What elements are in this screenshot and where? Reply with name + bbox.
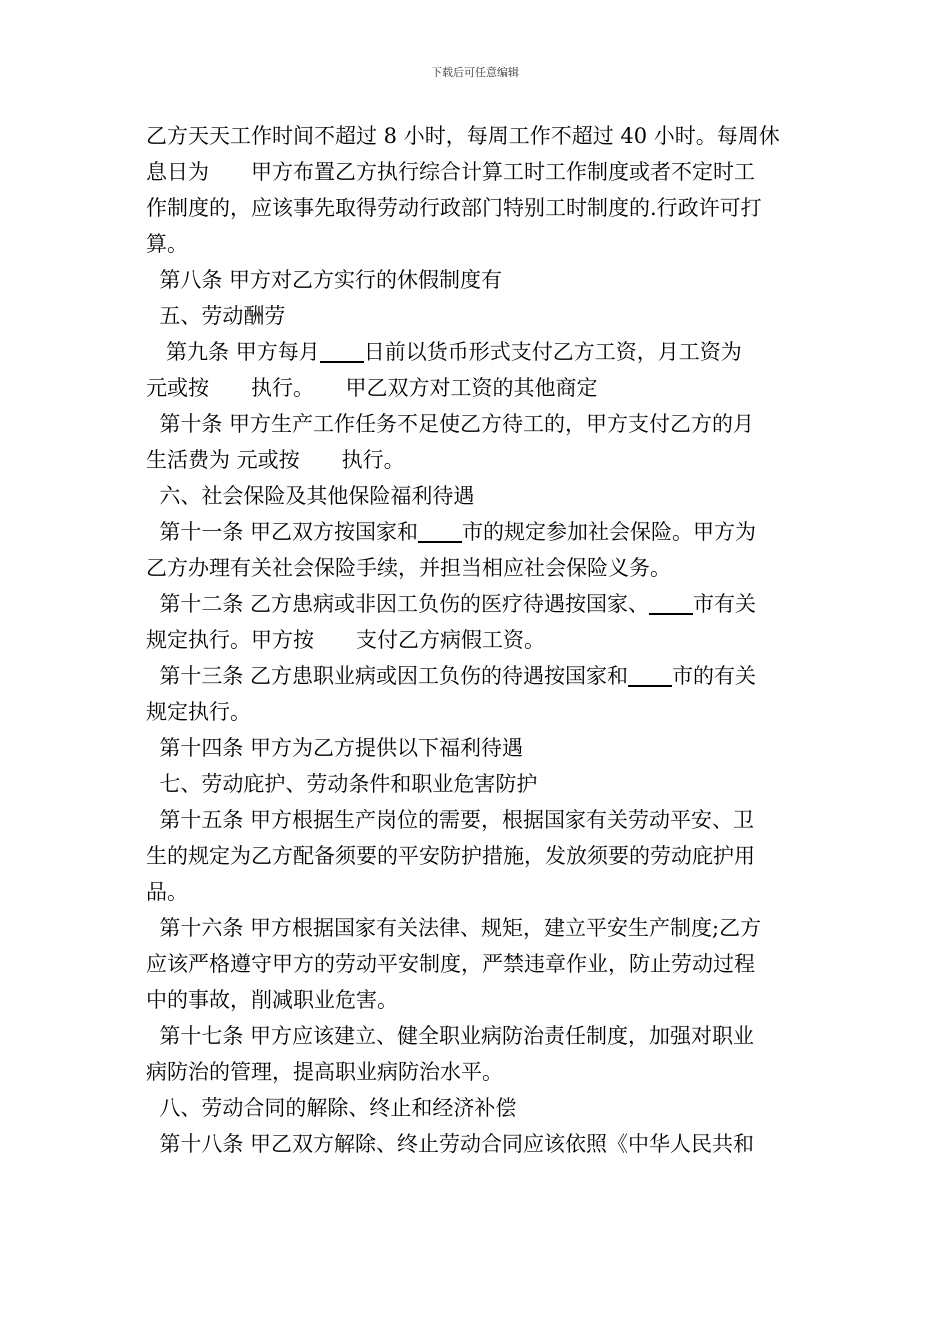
text-segment: 第十三条 乙方患职业病或因工负伤的待遇按国家和 — [146, 664, 629, 688]
document-body — [146, 118, 814, 1162]
text-line: 病防治的管理，提高职业病防治水平。 — [146, 1060, 503, 1084]
text-line: 作制度的，应该事先取得劳动行政部门特别工时制度的.行政许可打 — [146, 196, 762, 220]
text-segment: 第十一条 甲乙双方按国家和 — [146, 520, 419, 544]
text-line: 生活费为 元或按 执行。 — [146, 448, 405, 472]
fill-in-blank — [418, 520, 462, 543]
article-16: 第十六条 甲方根据国家有关法律、规矩，建立平安生产制度;乙方 — [146, 916, 762, 940]
article-12 — [146, 586, 814, 622]
text-line: 中的事故，削减职业危害。 — [146, 988, 398, 1012]
text-segment: 日前以货币形式支付乙方工资，月工资为 — [363, 340, 742, 364]
fill-in-blank — [649, 592, 693, 615]
text-line: 元或按 执行。 甲乙双方对工资的其他商定 — [146, 376, 598, 400]
text-line: 乙方天天工作时间不超过 8 小时，每周工作不超过 40 小时。每周休 — [146, 124, 780, 148]
text-line: 规定执行。甲方按 支付乙方病假工资。 — [146, 628, 545, 652]
section-heading-6: 六、社会保险及其他保险福利待遇 — [146, 484, 475, 508]
article-14: 第十四条 甲方为乙方提供以下福利待遇 — [146, 736, 524, 760]
text-line: 乙方办理有关社会保险手续，并担当相应社会保险义务。 — [146, 556, 671, 580]
article-9 — [146, 334, 814, 370]
fill-in-blank — [320, 340, 364, 363]
text-line: 生的规定为乙方配备须要的平安防护措施，发放须要的劳动庇护用 — [146, 844, 755, 868]
text-line: 应该严格遵守甲方的劳动平安制度，严禁违章作业，防止劳动过程 — [146, 952, 755, 976]
text-segment: 市的规定参加社会保险。甲方为 — [462, 520, 757, 544]
article-17: 第十七条 甲方应该建立、健全职业病防治责任制度，加强对职业 — [146, 1024, 755, 1048]
article-18: 第十八条 甲乙双方解除、终止劳动合同应该依照《中华人民共和 — [146, 1132, 755, 1156]
text-line: 品。 — [146, 880, 188, 904]
text-line: 算。 — [146, 232, 188, 256]
section-heading-8: 八、劳动合同的解除、终止和经济补偿 — [146, 1096, 517, 1120]
section-heading-7: 七、劳动庇护、劳动条件和职业危害防护 — [146, 772, 538, 796]
article-15: 第十五条 甲方根据生产岗位的需要，根据国家有关劳动平安、卫 — [146, 808, 755, 832]
text-segment: 第十二条 乙方患病或非因工负伤的医疗待遇按国家、 — [146, 592, 650, 616]
section-heading-5: 五、劳动酬劳 — [146, 304, 286, 328]
article-10: 第十条 甲方生产工作任务不足使乙方待工的，甲方支付乙方的月 — [146, 412, 755, 436]
article-13 — [146, 658, 814, 694]
article-8: 第八条 甲方对乙方实行的休假制度有 — [146, 268, 503, 292]
page-header: 下载后可任意编辑 — [431, 66, 519, 79]
text-line: 规定执行。 — [146, 700, 251, 724]
text-segment: 第九条 甲方每月 — [146, 340, 320, 364]
text-segment: 市有关 — [693, 592, 757, 616]
fill-in-blank — [628, 664, 672, 687]
article-11 — [146, 514, 814, 550]
text-segment: 市的有关 — [672, 664, 757, 688]
text-line: 息日为 甲方布置乙方执行综合计算工时工作制度或者不定时工 — [146, 160, 755, 184]
